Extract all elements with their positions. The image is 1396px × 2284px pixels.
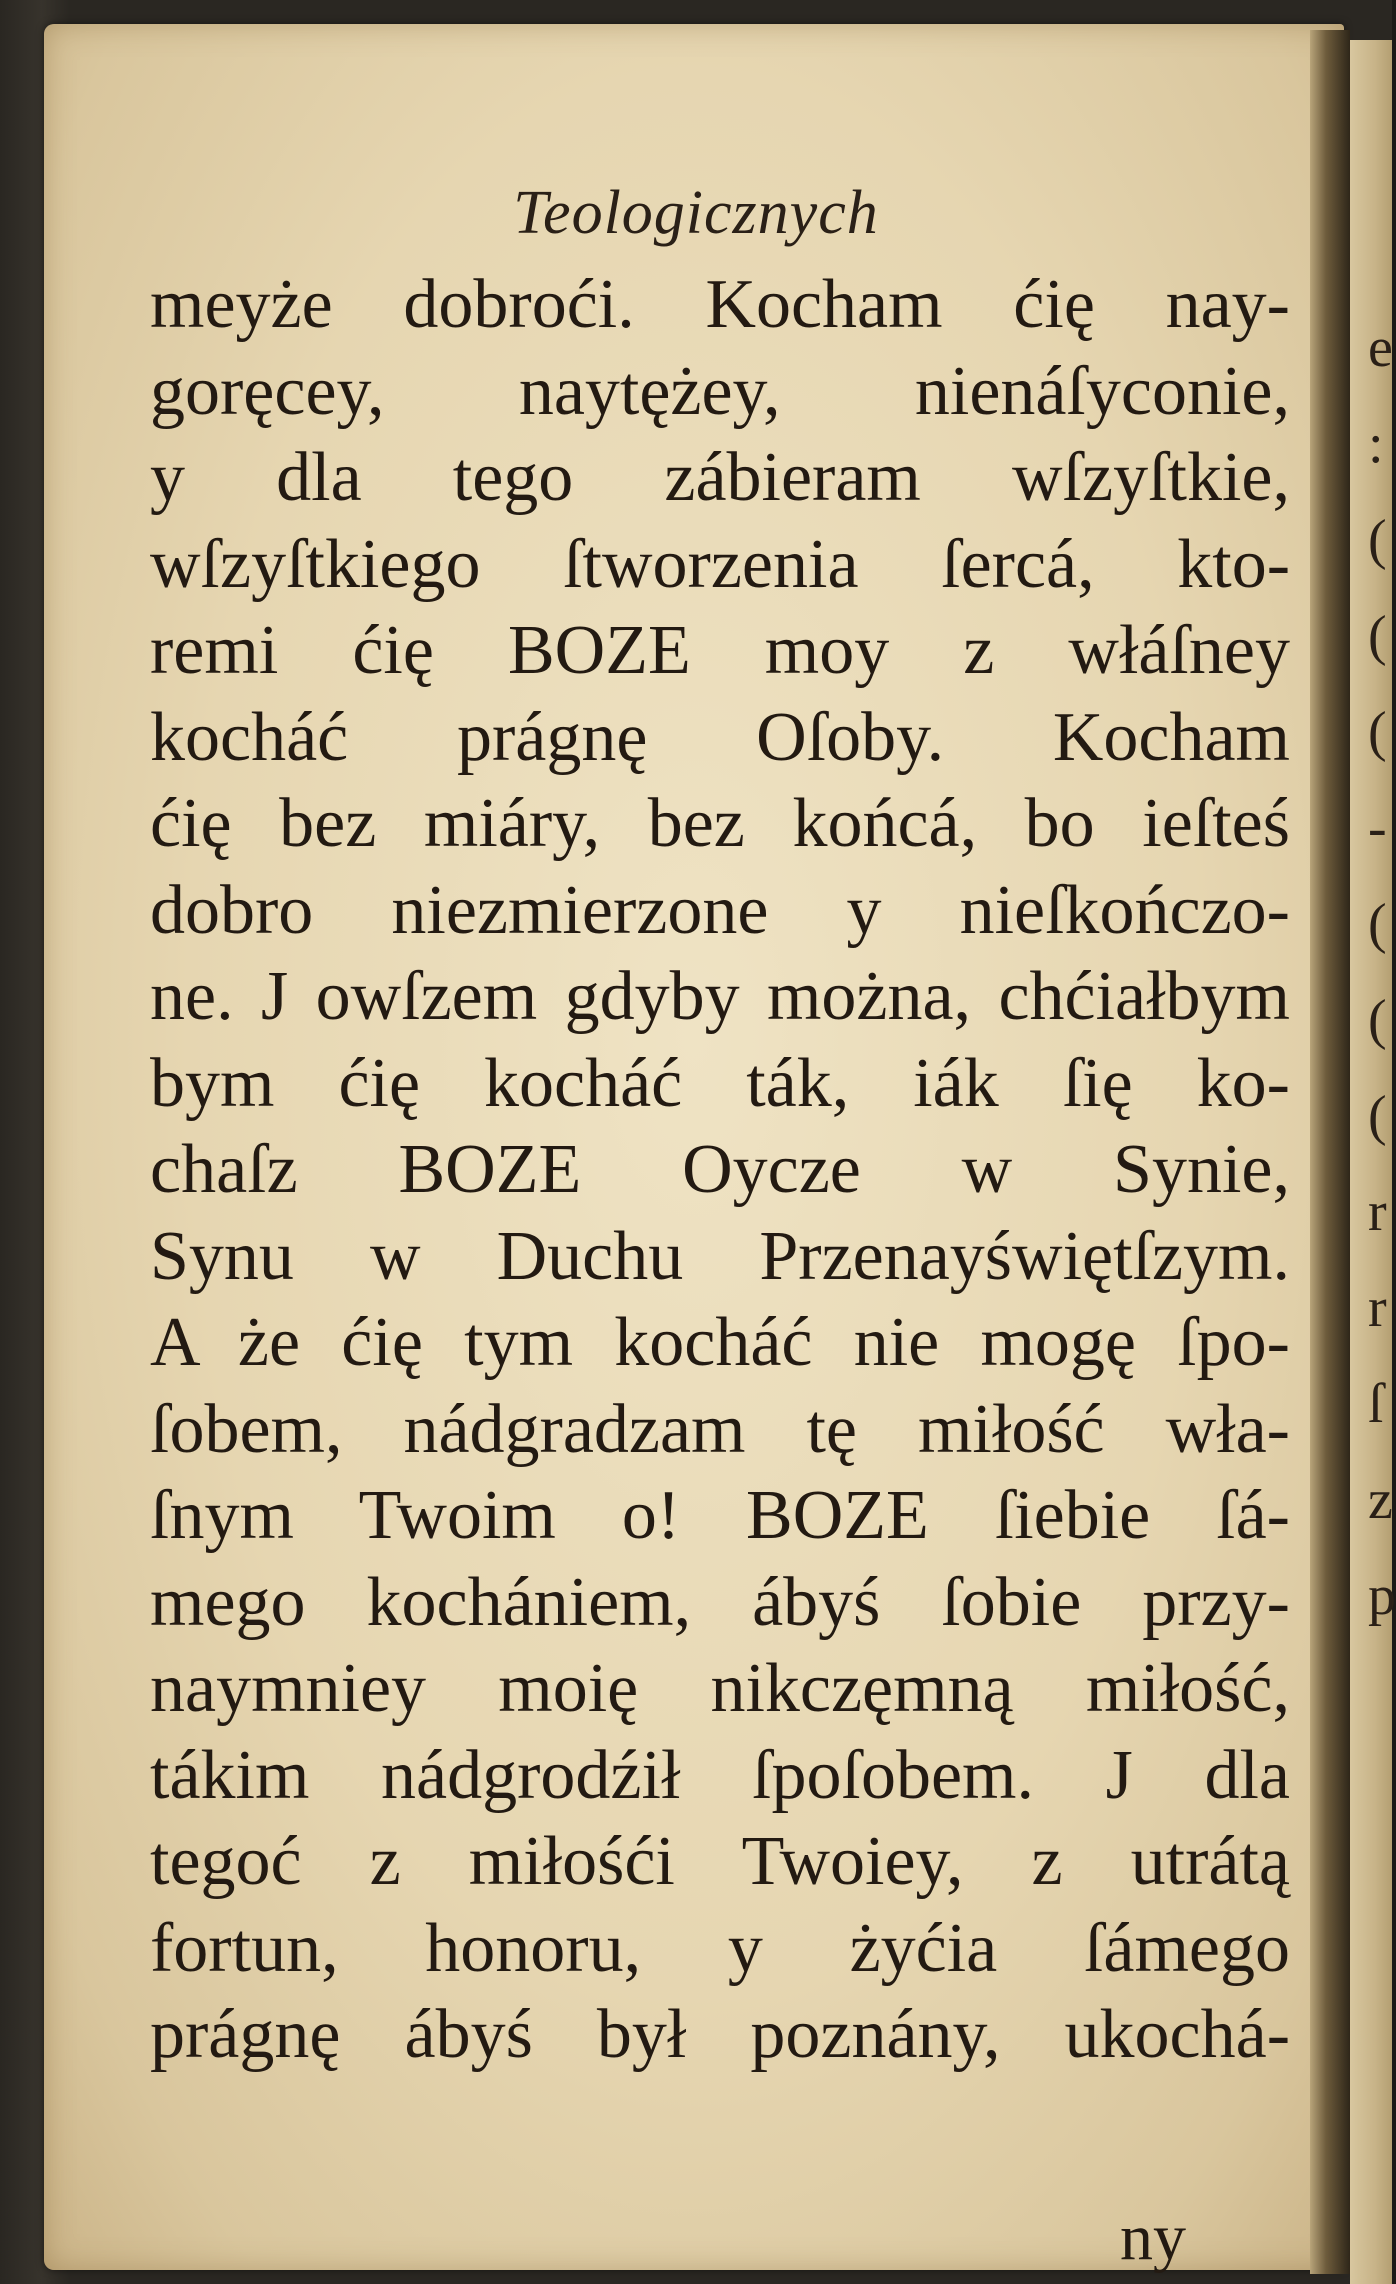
- text-line: mego kochániem, ábyś ſobie przy-: [150, 1563, 1290, 1641]
- text-line: wſzyſtkiego ſtworzenia ſercá, kto-: [150, 525, 1290, 603]
- facing-letter: p: [1368, 1565, 1396, 1627]
- text-line: fortun, honoru, y żyćia ſámego: [150, 1909, 1290, 1987]
- facing-letter: ſ: [1368, 1373, 1384, 1435]
- facing-letter: (: [1368, 605, 1387, 667]
- facing-letter: :: [1368, 413, 1384, 475]
- facing-letter: (: [1368, 893, 1387, 955]
- text-line: kocháć prágnę Oſoby. Kocham: [150, 698, 1290, 776]
- text-line: prágnę ábyś był poznány, ukochá-: [150, 1996, 1290, 2073]
- text-line: Synu w Duchu Przenayświętſzym.: [150, 1217, 1290, 1295]
- text-line: A że ćię tym kocháć nie mogę ſpo-: [150, 1304, 1290, 1381]
- text-line: tegoć z miłośći Twoiey, z utrátą: [150, 1823, 1290, 1900]
- facing-page-letters: [1368, 300, 1396, 1644]
- facing-letter: (: [1368, 989, 1387, 1051]
- text-line: remi ćię BOZE moy z włáſney: [150, 612, 1290, 689]
- body-text: [150, 262, 1290, 2079]
- text-line: ſobem, nádgradzam tę miłość wła-: [150, 1390, 1290, 1468]
- facing-letter: (: [1368, 701, 1387, 763]
- facing-letter: (: [1368, 509, 1387, 571]
- text-line: chaſz BOZE Oycze w Synie,: [150, 1131, 1290, 1208]
- facing-letter: e: [1368, 317, 1393, 379]
- text-line: ćię bez miáry, bez końcá, bo ieſteś: [150, 785, 1290, 862]
- running-head: Teologicznych: [513, 179, 879, 247]
- text-line: bym ćię kocháć ták, iák ſię ko-: [150, 1044, 1290, 1122]
- facing-letter: r: [1368, 1277, 1387, 1339]
- text-line: naymniey moię nikczęmną miłość,: [150, 1650, 1290, 1727]
- facing-letter: (: [1368, 1085, 1387, 1147]
- facing-letter: z: [1368, 1469, 1393, 1531]
- text-line: goręcey, naytężey, nienáſyconie,: [150, 352, 1290, 430]
- text-line: tákim nádgrodźił ſpoſobem. J dla: [150, 1736, 1290, 1814]
- catchword: ny: [1120, 2201, 1186, 2274]
- book-gutter: [1310, 30, 1350, 2274]
- text-line: ſnym Twoim o! BOZE ſiebie ſá-: [150, 1477, 1290, 1554]
- text-line: dobro niezmierzone y nieſkończo-: [150, 871, 1290, 949]
- text-line: ne. J owſzem gdyby można, chćiałbym: [150, 958, 1290, 1035]
- text-line: meyże dobroći. Kocham ćię nay-: [150, 266, 1290, 343]
- facing-letter: -: [1368, 797, 1387, 859]
- facing-letter: r: [1368, 1181, 1387, 1243]
- text-line: y dla tego zábieram wſzyſtkie,: [150, 439, 1290, 516]
